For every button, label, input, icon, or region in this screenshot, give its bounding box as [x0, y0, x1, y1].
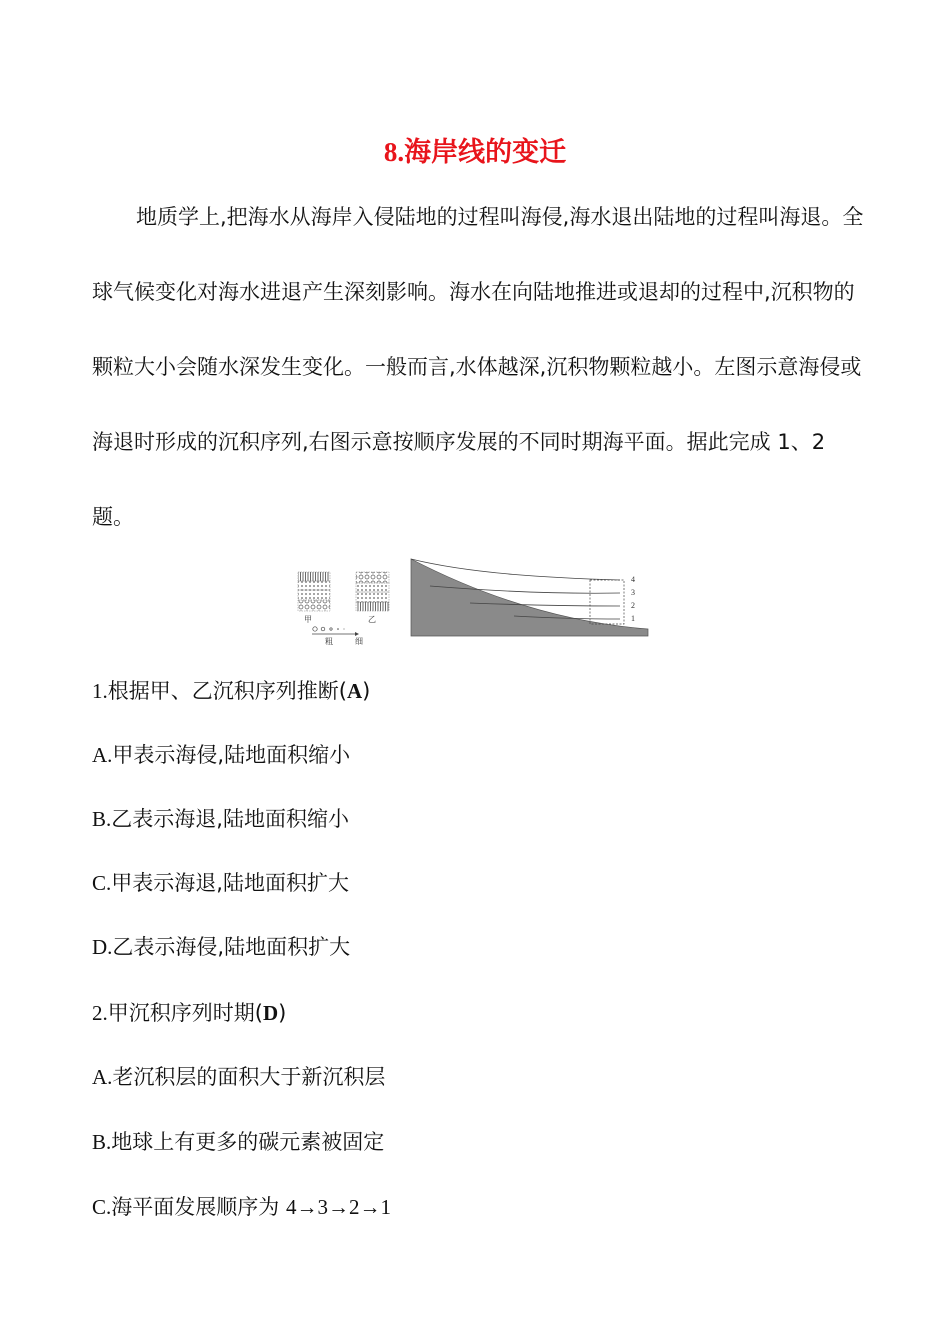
label-jia: 甲: [304, 615, 312, 624]
label-fine: 细: [355, 637, 363, 646]
question-1-option-c: C.甲表示海退,陆地面积扩大: [92, 871, 349, 895]
sea-level-label-3: 3: [631, 588, 635, 597]
sediment-figure: [292, 556, 662, 652]
page-title: [0, 132, 950, 173]
sea-level-sequence: 4→3→2→1: [285, 1195, 391, 1219]
question-1-stem: 1.根据甲、乙沉积序列推断(A): [92, 679, 371, 703]
question-1-option-d: D.乙表示海侵,陆地面积扩大: [92, 935, 351, 959]
question-2-option-a: A.老沉积层的面积大于新沉积层: [92, 1065, 386, 1089]
dashed-box: [590, 580, 624, 624]
question-2-answer: D: [262, 1001, 279, 1025]
question-2-number: 2.: [92, 1001, 108, 1025]
question-1-option-a: A.甲表示海侵,陆地面积缩小: [92, 743, 351, 767]
label-coarse: 粗: [325, 637, 333, 646]
sea-level-label-1: 1: [631, 614, 635, 623]
grain-size-arrow: [312, 627, 359, 636]
question-1-number: 1.: [92, 679, 108, 703]
sea-level-label-4: 4: [631, 575, 635, 584]
sea-level-profile: [411, 559, 648, 636]
label-yi: 乙: [368, 615, 376, 624]
sequence-yi-column: [356, 572, 389, 611]
question-2-stem: 2.甲沉积序列时期(D): [92, 1001, 287, 1025]
intro-paragraph: 地质学上,把海水从海岸入侵陆地的过程叫海侵,海水退出陆地的过程叫海退。全球气候变化对海水进退产生深刻影响。海水在向陆地推进或退却的过程中,沉积物的颗粒大小会随水深发生变化。一般而言,水体越深,沉积物颗粒越小。左图示意海侵或海退时形成的沉积序列,右图示意按顺序发展的不同时期海平面。据此完成 1、2 题。: [92, 205, 864, 529]
question-2-option-b: B.地球上有更多的碳元素被固定: [92, 1130, 385, 1154]
title-number: 8.: [383, 137, 405, 167]
title-text: 海岸线的变迁: [404, 137, 567, 168]
sequence-jia-column: [298, 572, 330, 611]
question-1-answer: A: [346, 679, 363, 703]
question-2-option-c: C.海平面发展顺序为 4→3→2→1: [92, 1195, 391, 1219]
question-1-option-b: B.乙表示海退,陆地面积缩小: [92, 807, 349, 831]
sea-level-label-2: 2: [631, 601, 635, 610]
